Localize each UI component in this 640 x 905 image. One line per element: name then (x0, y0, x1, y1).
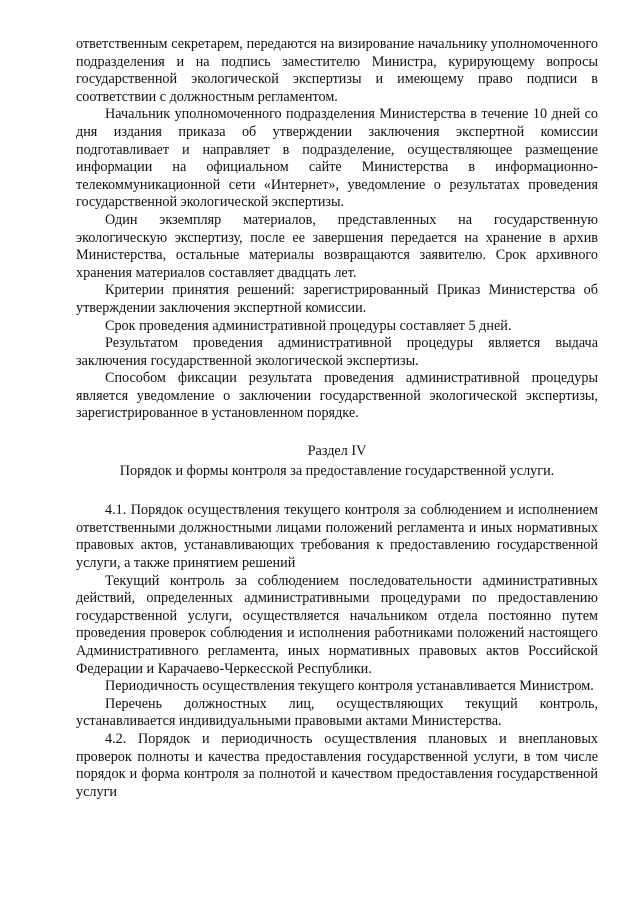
paragraph-continuation: ответственным секретарем, передаются на визирование начальнику уполномоченного подразделения и на подпись заместителю Министра, курирующему вопросы государственной экологической экспертизы и имеющему право подписи в соответствии с должностным регламентом. (76, 36, 598, 105)
section-subtitle: Порядок и формы контроля за предоставление государственной услуги. (119, 462, 555, 479)
paragraph-archive: Один экземпляр материалов, представленных на государственную экологическую экспертизу, после ее завершения передается на хранение в архив Министерства, остальные материалы возвращаются заявителю. Срок архивного хранения материалов составляет двадцать лет. (76, 211, 598, 281)
paragraph-notification: Начальник уполномоченного подразделения Министерства в течение 10 дней со дня издания приказа об утверждении заключения экспертной комиссии подготавливает и направляет в подразделение, осуществляющее размещение информации на официальном сайте Министерства в информационно-телекоммуникационной сети «Интернет», уведомление о результатах проведения государственной экологической экспертизы. (76, 106, 598, 211)
section-title: Раздел IV (307, 443, 367, 460)
paragraph-deadline: Срок проведения административной процедуры составляет 5 дней. (105, 317, 512, 334)
paragraph-current-control: Текущий контроль за соблюдением последовательности административных действий, определенных административными процедурами по предоставлению государственной услуги, осуществляется начальником отдела постоянно путем проведения проверок соблюдения и исполнения работниками положений настоящего Административного регламента, иных нормативных правовых актов Российской Федерации и Карачаево-Черкесской Республики. (76, 572, 598, 677)
paragraph-officials-list: Перечень должностных лиц, осуществляющих текущий контроль, устанавливается индивидуальными правовыми актами Министерства. (76, 695, 598, 730)
document-body (76, 36, 598, 801)
paragraph-4-2: 4.2. Порядок и периодичность осуществления плановых и внеплановых проверок полноты и качества предоставления государственной услуги, в том числе порядок и форма контроля за полнотой и качеством предоставления государственной услуги (76, 730, 598, 800)
paragraph-4-1: 4.1. Порядок осуществления текущего контроля за соблюдением и исполнением ответственными должностными лицами положений регламента и иных нормативных правовых актов, устанавливающих требования к предоставлению государственной услуги, а также принятием решений (76, 502, 598, 572)
paragraph-periodicity: Периодичность осуществления текущего контроля устанавливается Министром. (105, 678, 594, 695)
paragraph-fixation: Способом фиксации результата проведения административной процедуры является уведомление о заключении государственной экологической экспертизы, зарегистрированное в установленном порядке. (76, 370, 598, 422)
paragraph-result: Результатом проведения административной процедуры является выдача заключения государственной экологической экспертизы. (76, 335, 598, 369)
paragraph-criteria: Критерии принятия решений: зарегистрированный Приказ Министерства об утверждении заключения экспертной комиссии. (76, 282, 598, 316)
